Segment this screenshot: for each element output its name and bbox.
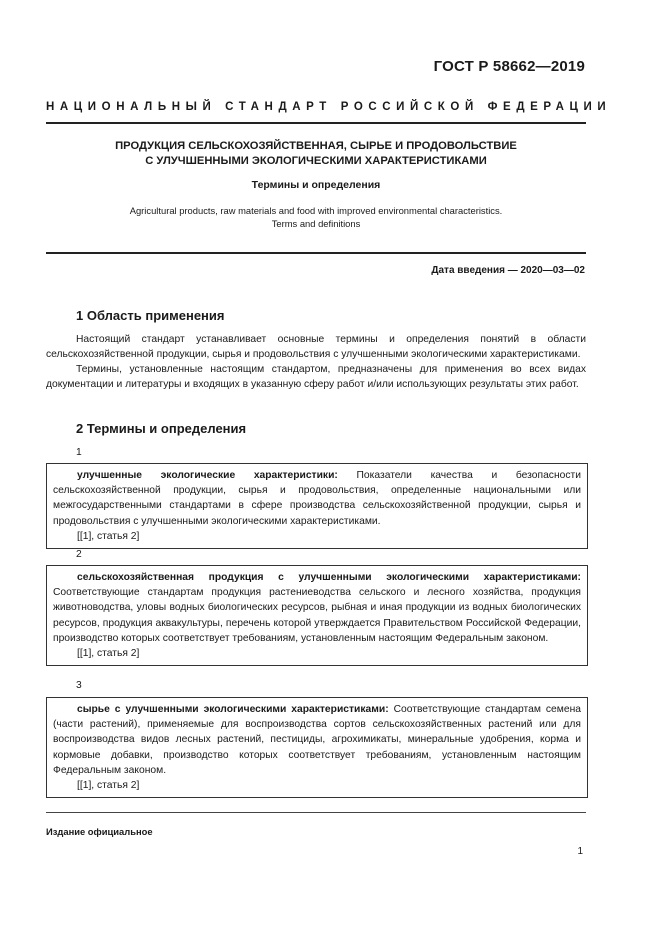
national-standard-banner: НАЦИОНАЛЬНЫЙ СТАНДАРТ РОССИЙСКОЙ ФЕДЕРАЦИИ (46, 101, 612, 113)
term-definition (53, 468, 581, 529)
document-title-line2: С УЛУЧШЕННЫМИ ЭКОЛОГИЧЕСКИМИ ХАРАКТЕРИСТИКАМИ (145, 155, 487, 167)
english-title (46, 204, 586, 230)
term-source: [[1], статья 2] (77, 530, 140, 542)
term-source: [[1], статья 2] (77, 780, 140, 792)
title-divider (46, 252, 586, 254)
term-number: 3 (76, 680, 82, 691)
section1-heading: 1 Область применения (76, 308, 225, 323)
term-name: улучшенные экологические характеристики: (77, 470, 338, 481)
english-title-line1: Agricultural products, raw materials and food with improved environmental characteristics. (129, 205, 503, 216)
term-definition (53, 702, 581, 778)
document-subtitle: Термины и определения (251, 179, 381, 191)
term-name: сырье с улучшенными экологическими характеристиками: (77, 704, 389, 715)
term-definition (53, 570, 581, 646)
term-definition-text: Соответствующие стандартам продукция растениеводства сельского и лесного хозяйства, продукция животноводства, уловы водных биологических ресурсов, рыбная и иная продукции из водных биологических ресурсов, продукция аквакультуры, перечень которой утверждается Правительством Российской Федерации, производство которых соответствует требованиям, установленным настоящим Федеральным законом. (53, 587, 581, 644)
term-source: [[1], статья 2] (77, 648, 140, 660)
term-definition-text: Соответствующие стандартам семена (части растений), применяемые для воспроизводства сортов сельскохозяйственных растений или для воспроизводства видов лесных растений, пестициды, агрохимикаты, минеральные удобрения, корма и кормовые добавки, производство которых соответствует требованиям, установленным настоящим Федеральным законом. (53, 704, 581, 776)
footer-divider (46, 812, 586, 813)
term-number: 2 (76, 549, 82, 560)
official-edition-label: Издание официальное (46, 826, 153, 837)
term-number: 1 (76, 447, 82, 458)
english-title-line2: Terms and definitions (271, 218, 361, 229)
term-definition-text: Показатели качества и безопасности сельскохозяйственной продукции, сырья и продовольствия, определенные национальными или межгосударственными стандартами в сфере производства сельскохозяйственной продукции, сырья и продовольствия с улучшенными экологическими характеристиками. (53, 470, 581, 527)
document-title-line1: ПРОДУКЦИЯ СЕЛЬСКОХОЗЯЙСТВЕННАЯ, СЫРЬЕ И ПРОДОВОЛЬСТВИЕ (115, 140, 517, 152)
section2-heading: 2 Термины и определения (76, 421, 247, 436)
term-box (46, 697, 588, 798)
term-box (46, 565, 588, 666)
introduction-date: Дата введения — 2020—03—02 (431, 265, 585, 276)
standard-designation: ГОСТ Р 58662—2019 (433, 58, 585, 75)
term-name: сельскохозяйственная продукция с улучшенными экологическими характеристиками: (77, 572, 581, 583)
term-box (46, 463, 588, 549)
page-number: 1 (577, 846, 583, 857)
top-divider (46, 122, 586, 124)
section1-paragraph2: Термины, установленные настоящим стандартом, предназначены для применения во всех видах документации и литературы и входящих в указанную сферу работ и/или использующих результаты этих работ. (46, 364, 586, 391)
section1-paragraph1: Настоящий стандарт устанавливает основные термины и определения понятий в области сельскохозяйственной продукции, сырья и продовольствия с улучшенными экологическими характеристиками. (46, 334, 586, 361)
